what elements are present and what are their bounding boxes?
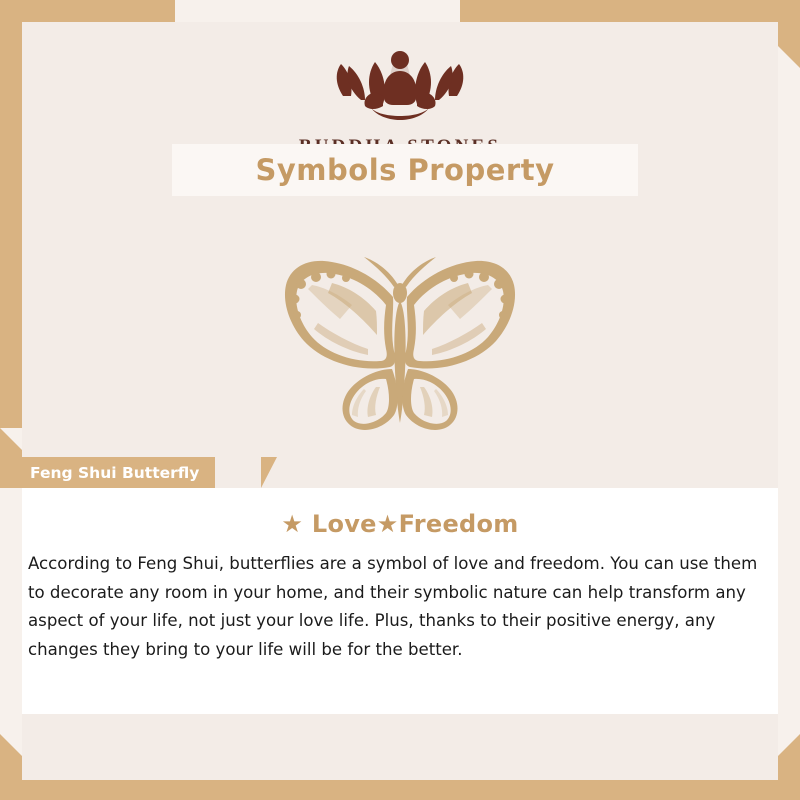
title-banner [172,144,638,196]
lotus-meditation-icon [305,30,495,134]
page-title: Symbols Property [255,153,555,187]
content-subtitle: ★ Love★Freedom [281,510,519,538]
description-card [22,488,778,714]
decor-top-left-bar [0,0,175,22]
ribbon-label: Feng Shui Butterfly [30,463,200,482]
ribbon-tail [261,457,277,488]
content-panel [22,22,778,780]
decor-left-strip [0,22,22,428]
decor-top-right-bar [460,0,800,22]
illustration-block [22,227,778,457]
brand-block [22,30,778,158]
butterfly-icon [200,227,600,457]
decor-bottom-bar [0,780,800,800]
ribbon-tag [0,457,215,488]
content-paragraph: According to Feng Shui, butterflies are a symbol of love and freedom. You can use them to decorate any room in your home, and their symbolic nature can help transform any aspect of your life, not just your love life. Plus, thanks to their positive energy, any changes they bring to your life will be for the better. [28,554,758,659]
